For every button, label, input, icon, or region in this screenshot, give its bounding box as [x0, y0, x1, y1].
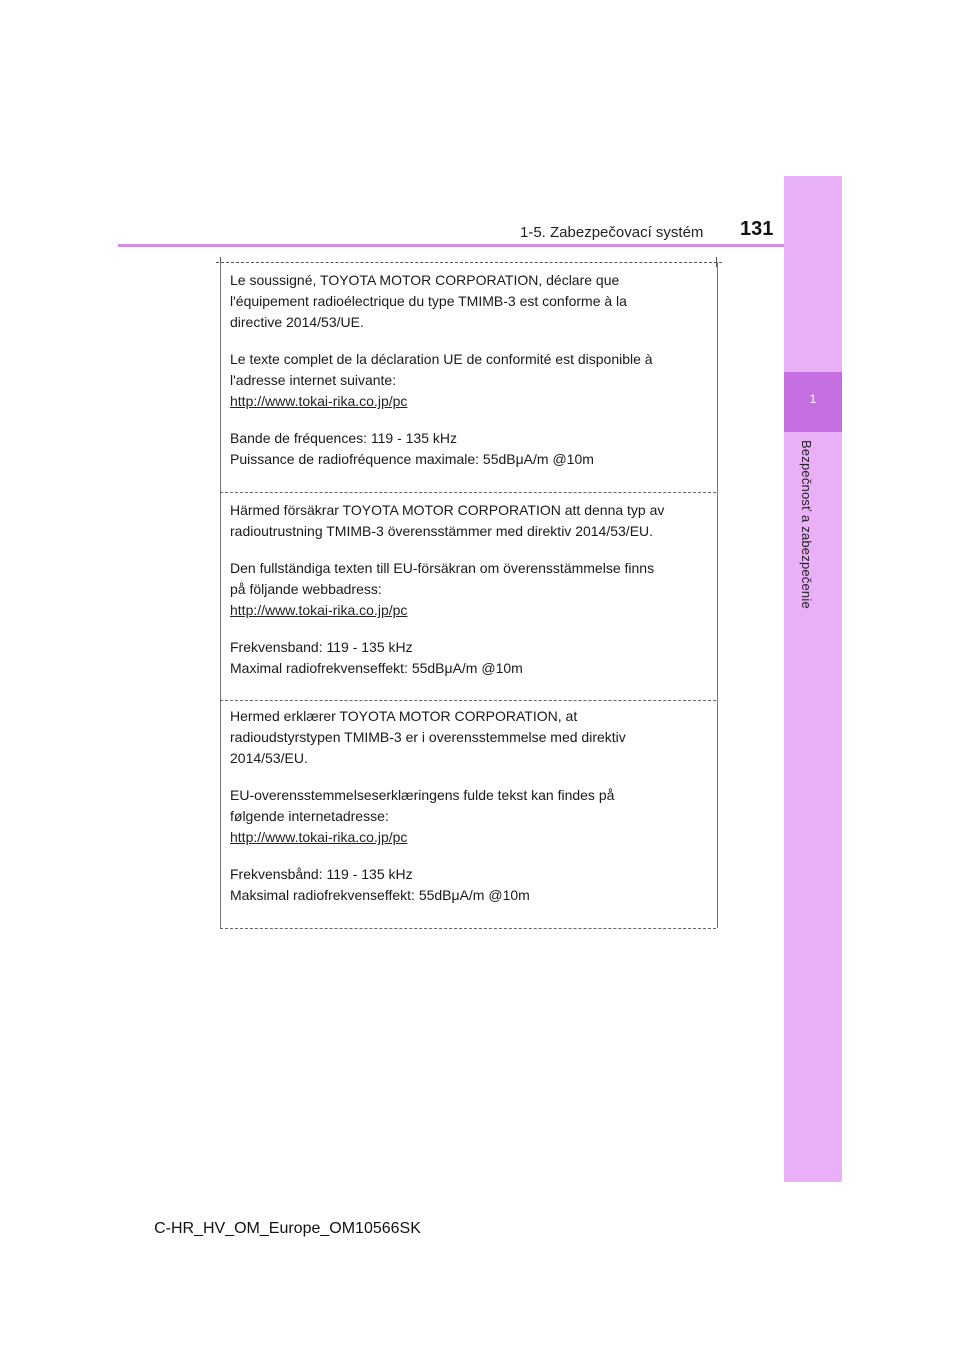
declaration-line: radioudstyrstypen TMIMB-3 er i overensstemmelse med direktiv: [230, 729, 626, 745]
declaration-url-link[interactable]: http://www.tokai-rika.co.jp/pc: [230, 602, 408, 618]
declaration-line: Le soussigné, TOYOTA MOTOR CORPORATION, déclare que: [230, 272, 620, 288]
declaration-url-link[interactable]: http://www.tokai-rika.co.jp/pc: [230, 829, 408, 845]
max-rf-power: Puissance de radiofréquence maximale: 55dBμA/m @10m: [230, 451, 594, 467]
page-number: 131: [740, 218, 774, 240]
full-text-line: EU-overensstemmelseserklæringens fulde tekst kan findes på: [230, 787, 615, 803]
block-separator: [220, 492, 716, 493]
declaration-line: directive 2014/53/UE.: [230, 314, 364, 330]
full-text-line: Den fullständiga texten till EU-försäkran om överensstämmelse finns: [230, 560, 655, 576]
section-title: 1-5. Zabezpečovací systém: [520, 224, 704, 241]
chapter-label: Bezpečnosť a zabezpečenie: [799, 440, 814, 609]
declaration-line: l'équipement radioélectrique du type TMIMB-3 est conforme à la: [230, 293, 627, 309]
declaration-block-da: [220, 706, 716, 906]
full-text-line: Le texte complet de la déclaration UE de conformité est disponible à: [230, 351, 653, 367]
frequency-band: Frekvensbånd: 119 - 135 kHz: [230, 866, 413, 882]
chapter-side-tab: [784, 176, 842, 1182]
declaration-block-fr: [220, 270, 716, 470]
declaration-line: Hermed erklærer TOYOTA MOTOR CORPORATION, at: [230, 708, 578, 724]
header-rule: [118, 244, 842, 247]
full-text-line: følgende internetadresse:: [230, 808, 389, 824]
max-rf-power: Maksimal radiofrekvenseffekt: 55dBμA/m @10m: [230, 887, 530, 903]
full-text-line: l'adresse internet suivante:: [230, 372, 397, 388]
frequency-band: Bande de fréquences: 119 - 135 kHz: [230, 430, 458, 446]
declaration-line: radioutrustning TMIMB-3 överensstämmer med direktiv 2014/53/EU.: [230, 523, 654, 539]
block-separator-bottom: [220, 928, 716, 929]
declaration-block-sv: [220, 500, 716, 679]
chapter-number: 1: [809, 392, 817, 406]
max-rf-power: Maximal radiofrekvenseffekt: 55dBμA/m @10m: [230, 660, 523, 676]
document-code: C-HR_HV_OM_Europe_OM10566SK: [154, 1220, 421, 1237]
frequency-band: Frekvensband: 119 - 135 kHz: [230, 639, 413, 655]
full-text-line: på följande webbadress:: [230, 581, 382, 597]
declaration-url-link[interactable]: http://www.tokai-rika.co.jp/pc: [230, 393, 408, 409]
declaration-line: Härmed försäkrar TOYOTA MOTOR CORPORATION att denna typ av: [230, 502, 665, 518]
declaration-line: 2014/53/EU.: [230, 750, 308, 766]
block-separator: [220, 700, 716, 701]
